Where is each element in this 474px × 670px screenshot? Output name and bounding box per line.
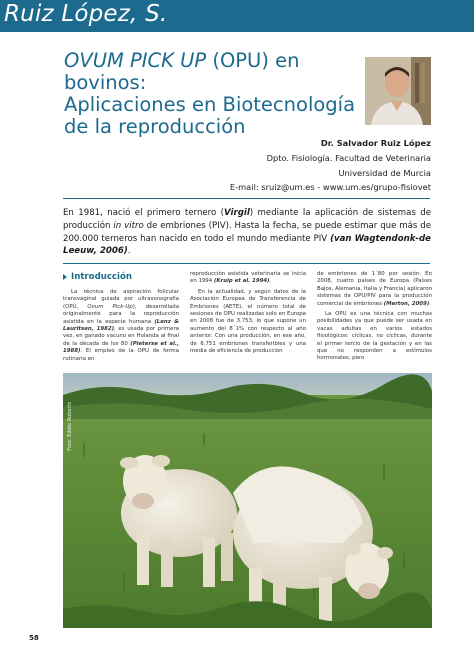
section-heading: [63, 271, 179, 283]
col1-text-3: , es usada por primera vez, en ganado vacuno en Holanda al final de la década de los 80: [63, 326, 179, 347]
lead-text-1: En 1981, nació el primero ternero (: [63, 208, 225, 218]
col2-paragraph-1: [190, 271, 306, 286]
col1-citation-2: (Pieterse et al., 1988): [63, 340, 179, 355]
divider-bottom: [63, 263, 430, 264]
page-number: 58: [29, 634, 39, 642]
photo-credit: Foto: Eddie Roberts: [67, 402, 73, 451]
col3-text-1: de embriones de 1´80 por sesión. En 2008, cuatro países de Europa (Países Bajos, Alemania, Italia y Francia) aplicaron sistemas de OPU/PIV para la producción comercial de embriones: [317, 271, 432, 307]
title-line-1-rest: (OPU) en bovinos:: [64, 49, 300, 94]
lead-text-4: .: [127, 246, 131, 257]
col1-paragraph: [63, 289, 179, 363]
col3-paragraph-1: [317, 271, 432, 308]
lead-virgil: Virgil: [224, 208, 250, 218]
col1-text-4: . El empleo de la OPU de forma rutinaria en: [63, 348, 179, 362]
section-heading-label: Introducción: [71, 272, 132, 282]
col3-paragraph-2: La OPU es una técnica con muchas posibilidades ya que puede ser usada en vacas adultas en varios estados fisiológicos: cíclicas, no cíclicas, durante el primer tercio de la gestación y en las que no responden a estímulos hormonales, pero: [317, 311, 432, 362]
calves-photo-image: [63, 373, 432, 628]
column-3: [317, 271, 432, 366]
section-arrow-icon: [63, 274, 67, 280]
column-2: [190, 271, 306, 358]
divider-top: [63, 198, 430, 199]
col1-citation-1: (Lenz & Lauritsen, 1982): [63, 318, 179, 333]
lead-in-vitro: in vitro: [113, 220, 144, 231]
lead-citation: (van Wagtendonk-de Leeuw, 2006): [63, 233, 431, 257]
author-portrait: [365, 57, 431, 125]
col1-text-2: ), desarrollada originalmente para la reproducción asistida en la especie humana: [63, 303, 179, 325]
col1-text-1: La técnica de aspiración folicular transvaginal guiada por ultrasonografía (OPU,: [63, 289, 179, 310]
col1-ovum-pick-up: Ovum Pick-Up: [87, 303, 133, 310]
header-band: [0, 0, 474, 32]
running-author: Ruiz López, S.: [4, 1, 168, 27]
lead-text-3: de embriones (PIV). Hasta la fecha, se puede estimar que más de 200.000 terneros han nacido en todo el mundo mediante PIV: [63, 220, 432, 244]
title-line-1: [64, 50, 364, 94]
author-email: E-mail: sruiz@um.es - www.um.es/grupo-fisiovet: [229, 182, 431, 193]
calves-photo: [63, 373, 432, 628]
author-department: Dpto. Fisiología. Facultad de Veterinaria: [266, 152, 431, 163]
title-line-3: de la reproducción: [64, 115, 246, 138]
col2-citation-1: (Kruip et al. 1994): [213, 278, 270, 285]
col2-paragraph-2: En la actualidad, y según datos de la Asociación Europea de Transferencia de Embriones (AETE), el número total de sesiones de OPU realizadas solo en Europa en 2008 fue de 3.753, lo que supone un aumento del 8´1% con respecto al año anterior. Con una producción, en ese año, de 6.751 embriones transferibles y una media de eficiencia de producción: [190, 288, 306, 355]
lead-paragraph: [63, 207, 431, 258]
article-title: [64, 50, 364, 138]
column-1: [63, 271, 179, 366]
col3-text-1b: .: [429, 300, 431, 307]
title-line-2: Aplicaciones en Biotecnología: [64, 93, 356, 116]
author-affiliation: [230, 136, 431, 195]
lead-text-2: ) mediante la aplicación de sistemas de producción: [63, 208, 431, 231]
author-university: Universidad de Murcia: [338, 167, 431, 178]
col2-text-1: reproducción asistida veterinaria se inicia en 1994: [190, 271, 306, 285]
title-italic-term: OVUM PICK UP: [64, 49, 207, 72]
col2-text-1b: .: [269, 278, 272, 285]
col3-citation-1: (Merton, 2009): [383, 300, 430, 307]
author-portrait-image: [365, 57, 431, 125]
author-name: Dr. Salvador Ruiz López: [320, 138, 431, 148]
